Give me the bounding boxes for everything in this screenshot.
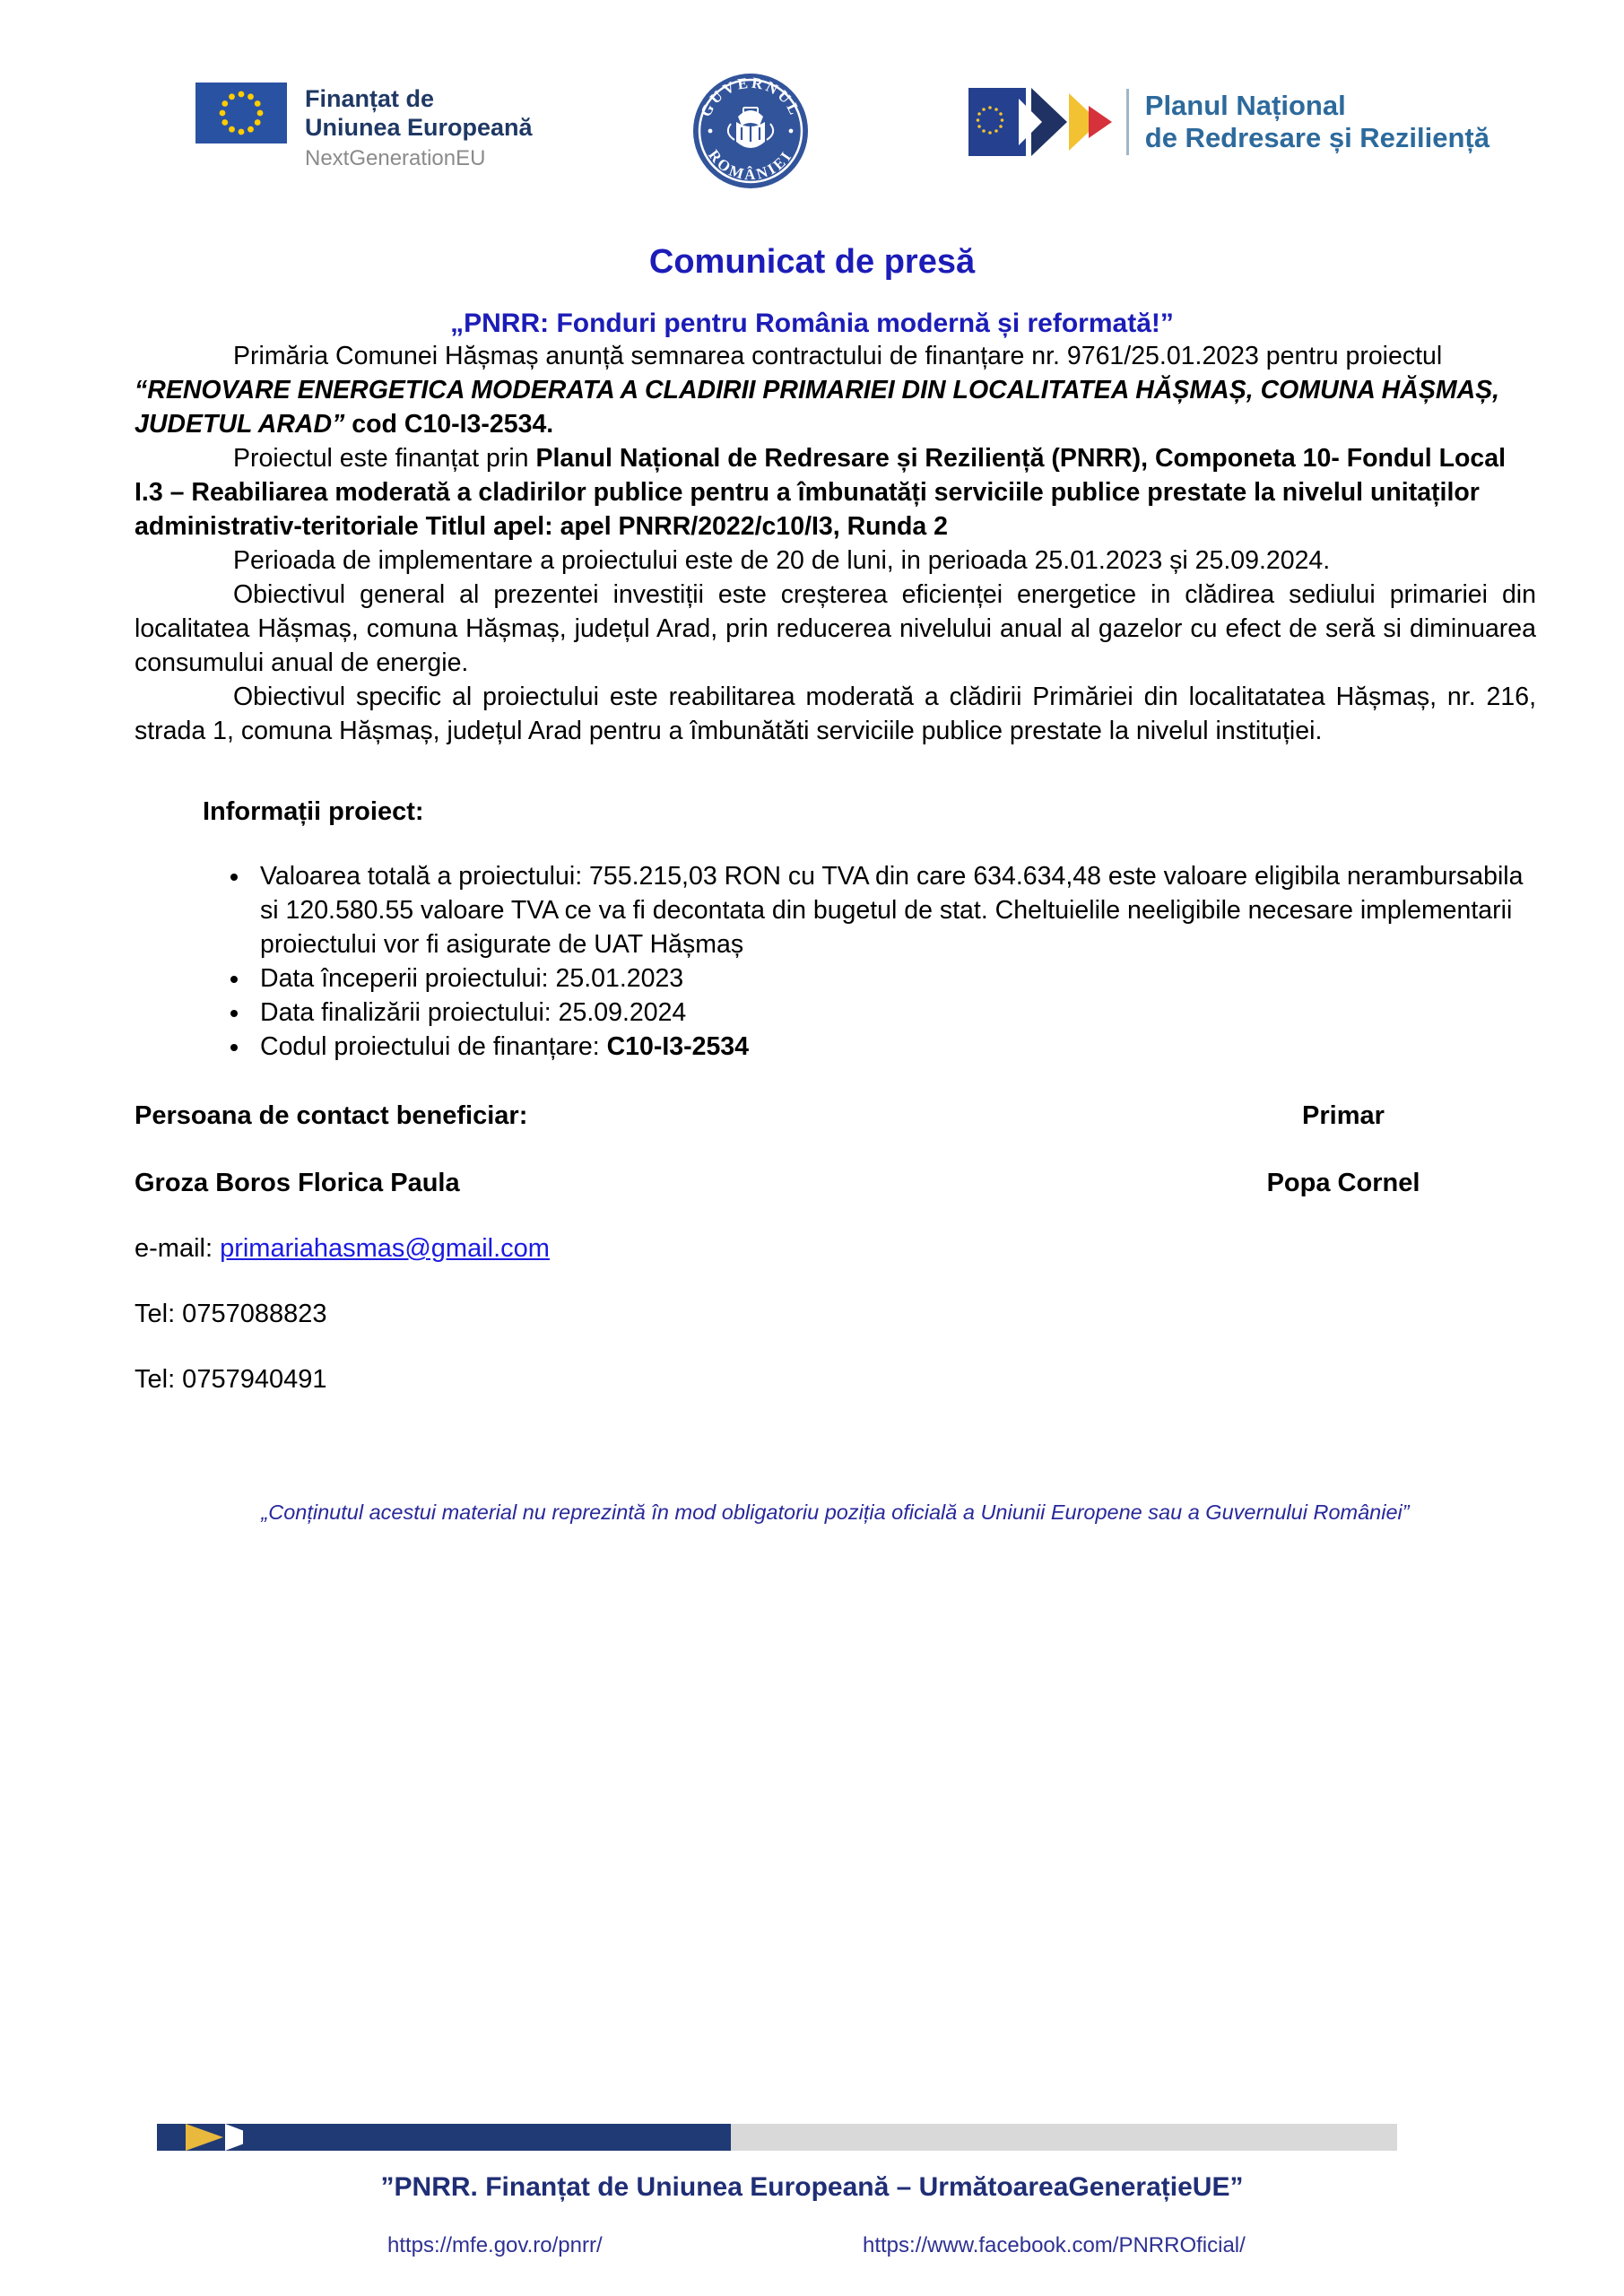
mfe-link[interactable]: https://mfe.gov.ro/pnrr/ (387, 2233, 603, 2257)
eu-stars-icon (195, 83, 287, 144)
chevron-gold-icon (186, 2124, 223, 2151)
contact-person-label: Persoana de contact beneficiar: (135, 1101, 528, 1130)
paragraph-period: Perioada de implementare a proiectului este de 20 de luni, in perioada 25.01.2023 și 25.09.2024. (233, 546, 1331, 575)
p1-project-title: “RENOVARE ENERGETICA MODERATA A CLADIRII PRIMARIEI DIN LOCALITATEA HĂȘMAȘ, COMUNA HĂȘMAȘ, JUDETUL ARAD” (135, 376, 1500, 439)
document-body (0, 339, 1624, 1064)
eu-logo-line2: Uniunea Europeană (305, 114, 533, 141)
phone-row-2: Tel: 0757940491 (135, 1365, 327, 1394)
header-logos (0, 0, 1624, 196)
mayor-name: Popa Cornel (1266, 1169, 1420, 1197)
list-item-project-code: • Codul proiectului de finanțare: C10-I3-2534 (251, 1030, 1536, 1064)
pnrr-red-triangle-icon (1089, 106, 1112, 138)
email-label: e-mail: (135, 1234, 221, 1263)
info-section-heading: Informații proiect: (203, 797, 424, 826)
page-subtitle: „PNRR: Fonduri pentru România modernă și reformată!” (450, 309, 1174, 338)
pnrr-arrow-icon (1019, 99, 1042, 145)
project-info-list (135, 859, 1536, 1064)
eu-logo-line3: NextGenerationEU (305, 146, 486, 170)
p2-pnrr-details: Planul Național de Redresare și Reziliență (PNRR), Componeta 10- Fondul Local I.3 – Reabiliarea moderată a cladirilor publice pentru a îmbunatăți serviciile publice prestate la nivelul unitaților administrativ-teritoriale Titlul apel: apel PNRR/2022/c10/I3, Runda 2 (135, 444, 1507, 541)
pnrr-logo-line2: de Redresare și Reziliență (1144, 122, 1489, 153)
pnrr-divider (1126, 89, 1129, 155)
contact-names-row (135, 1169, 1536, 1198)
email-row (135, 1234, 1536, 1264)
list-item-end-date: • Data finalizării proiectului: 25.09.2024 (251, 996, 1536, 1030)
disclaimer-text: „Conținutul acestui material nu reprezintă în mod obligatoriu poziția oficială a Uniunii Europene sau a Guvernului României” (261, 1500, 1410, 1524)
list-item-start-date: • Data începerii proiectului: 25.01.2023 (251, 961, 1536, 996)
paragraph-announcement (135, 339, 1536, 441)
eu-funding-logo (195, 83, 533, 173)
contact-section (0, 1101, 1624, 1525)
mayor-title: Primar (1302, 1101, 1385, 1130)
pnrr-tricolor-icon (1069, 88, 1117, 156)
government-seal-icon (690, 70, 812, 192)
eu-logo-line1: Finanțat de (305, 85, 435, 112)
paragraph-financing (135, 441, 1536, 544)
pnrr-logo-line1: Planul Național (1144, 90, 1346, 121)
seal-text-top: GUVERNUL (696, 74, 804, 120)
contact-labels-row (135, 1101, 1536, 1131)
paragraph-general-objective: Obiectivul general al prezentei investiții este creșterea eficienței energetice in clădirea sediului primariei din localitatea Hășmaș, comuna Hășmaș, județul Arad, prin reducerea nivelului anual al gazelor cu efect de seră si diminuarea consumului anual de energie. (135, 580, 1536, 677)
eu-flag-icon (195, 83, 287, 144)
phone-row-1: Tel: 0757088823 (135, 1300, 327, 1328)
footer-bar-gray (731, 2124, 1397, 2151)
chevron-navy-icon (243, 2124, 279, 2151)
pnrr-flag-icon (968, 88, 1026, 156)
pnrr-logo (968, 88, 1489, 156)
p1-project-code: cod C10-I3-2534. (344, 410, 554, 439)
paragraph-specific-objective: Obiectivul specific al proiectului este reabilitarea moderată a clădirii Primăriei din localitatatea Hășmaș, nr. 216, strada 1, comuna Hășmaș, județul Arad pentru a îmbunătăti serviciile publice prestate la nivelul instituției. (135, 683, 1536, 745)
p1-regular: Primăria Comunei Hășmaș anunță semnarea contractului de finanțare nr. 9761/25.01.2023 pentru proiectul (233, 342, 1443, 370)
facebook-link[interactable]: https://www.facebook.com/PNRROficial/ (863, 2233, 1246, 2257)
project-code-value: C10-I3-2534 (606, 1032, 750, 1061)
list-item-total-value: • Valoarea totală a proiectului: 755.215,03 RON cu TVA din care 634.634,48 este valoare eligibila nerambursabila si 120.580.55 valoare TVA ce va fi decontata din bugetul de stat. Cheltuielile neeligibile necesare implementarii proiectului vor fi asigurate de UAT Hășmaș (251, 859, 1536, 961)
eu-logo-text (305, 83, 533, 173)
email-link[interactable]: primariahasmas@gmail.com (220, 1234, 550, 1263)
footer (0, 2117, 1624, 2296)
seal-text-bottom: ROMÂNIEI (704, 146, 796, 184)
footer-slogan: ”PNRR. Finanțat de Uniunea Europeană – UrmătoareaGenerațieUE” (380, 2172, 1244, 2202)
footer-bar (157, 2124, 1397, 2151)
page-title: Comunicat de presă (648, 243, 976, 281)
romanian-government-seal (690, 70, 812, 196)
p2-regular: Proiectul este finanțat prin (233, 444, 536, 473)
contact-person-name: Groza Boros Florica Paula (135, 1169, 460, 1197)
pnrr-logo-text (1145, 90, 1489, 154)
